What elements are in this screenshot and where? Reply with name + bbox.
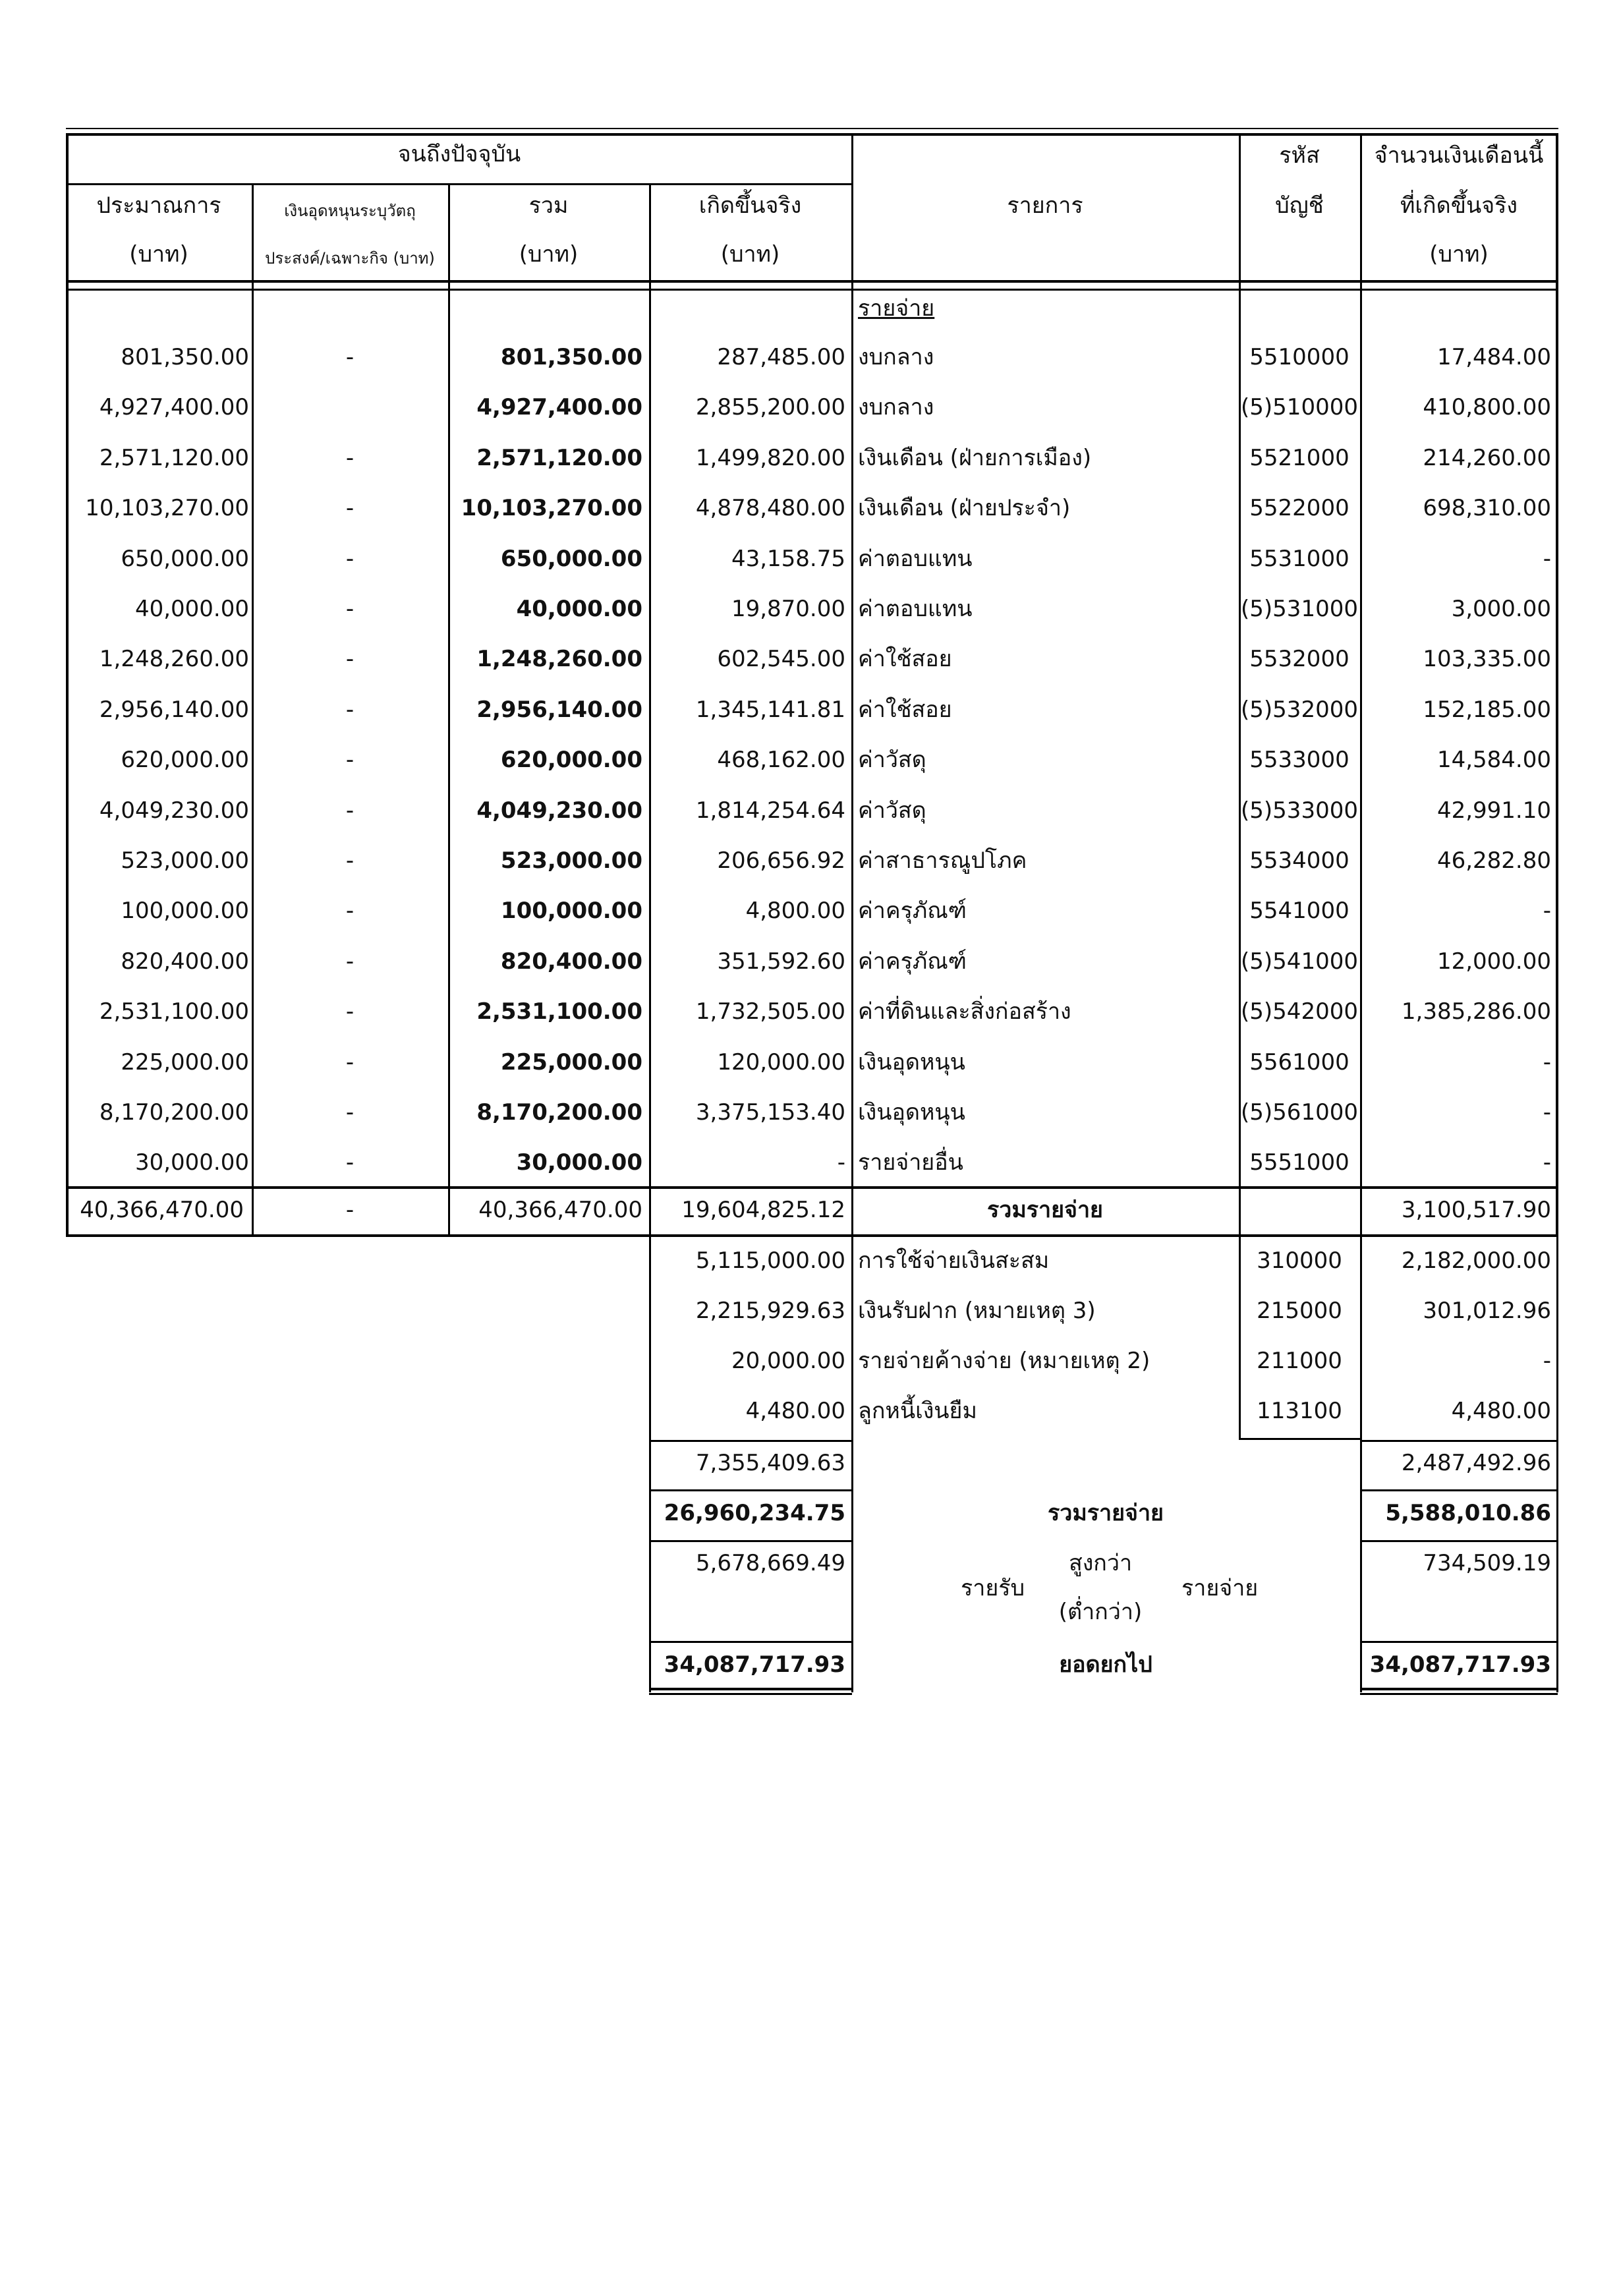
cell-item: การใช้จ่ายเงินสะสม [858, 1248, 1050, 1274]
cell-total: 100,000.00 [500, 898, 642, 924]
cell-estimate: 801,350.00 [121, 344, 249, 370]
cell-subsidy: - [345, 495, 355, 521]
cell-item: ค่าวัสดุ [858, 797, 926, 824]
cell-subsidy: - [345, 797, 355, 824]
cell-estimate: 1,248,260.00 [99, 646, 249, 672]
cell-actual: 351,592.60 [717, 948, 845, 975]
cell-estimate: 820,400.00 [121, 948, 249, 975]
header-bottom-rule [66, 280, 1558, 283]
header-subsidy-1: เงินอุดหนุนระบุวัตถุ [284, 202, 416, 220]
cell-code: (5)532000 [1241, 697, 1358, 723]
carry-bottom-rule [649, 1688, 852, 1690]
cell-code: (5)541000 [1241, 948, 1358, 975]
cell-code: 310000 [1257, 1248, 1342, 1274]
cell-actual: 206,656.92 [717, 847, 845, 874]
cell-month: 4,480.00 [1451, 1398, 1551, 1424]
cell-subsidy: - [345, 747, 355, 773]
cell-month: 103,335.00 [1423, 646, 1551, 672]
header-actual-1: เกิดขึ้นจริง [698, 192, 802, 219]
cell-estimate: 40,000.00 [134, 596, 249, 622]
cell-item: เงินเดือน (ฝ่ายประจำ) [858, 495, 1071, 521]
grand-month: 5,588,010.86 [1385, 1500, 1551, 1526]
cell-actual: 287,485.00 [717, 344, 845, 370]
cell-actual: 1,814,254.64 [695, 797, 845, 824]
diff-higher-label: สูงกว่า [1068, 1550, 1133, 1576]
cell-month: - [1543, 898, 1551, 924]
cell-month: - [1543, 546, 1551, 572]
cell-actual: 1,499,820.00 [695, 445, 845, 471]
month-right-border [1556, 1237, 1558, 1692]
header-code-2: บัญชี [1275, 192, 1324, 219]
cell-item: เงินอุดหนุน [858, 1049, 965, 1076]
top-rule [66, 128, 1558, 129]
header-subsidy-2: ประสงค์/เฉพาะกิจ (บาท) [265, 249, 435, 268]
total-total: 40,366,470.00 [478, 1197, 642, 1223]
cell-item: งบกลาง [858, 394, 934, 420]
cell-actual: 20,000.00 [731, 1348, 845, 1374]
cell-actual: 468,162.00 [717, 747, 845, 773]
cell-subsidy: - [345, 847, 355, 874]
cell-actual: 43,158.75 [731, 546, 845, 572]
cell-actual: 5,115,000.00 [695, 1248, 845, 1274]
cell-month: 301,012.96 [1423, 1298, 1551, 1324]
cell-estimate: 30,000.00 [134, 1149, 249, 1176]
section-label: รายจ่าย [858, 295, 935, 322]
grand-top-rule [649, 1489, 852, 1491]
carry-bottom-rule [649, 1693, 852, 1695]
diff-left-label: รายรับ [961, 1575, 1025, 1601]
cell-estimate: 620,000.00 [121, 747, 249, 773]
cell-subsidy: - [345, 998, 355, 1025]
cell-subsidy: - [345, 646, 355, 672]
header-estimate-1: ประมาณการ [96, 192, 221, 219]
cell-code: (5)561000 [1241, 1099, 1358, 1126]
cell-code: 211000 [1257, 1348, 1342, 1374]
carry-top-rule [1360, 1641, 1558, 1643]
cell-month: 12,000.00 [1436, 948, 1551, 975]
subtotal-top-rule [1360, 1440, 1558, 1442]
cell-code: 5551000 [1249, 1149, 1349, 1176]
cell-subsidy: - [345, 1099, 355, 1126]
cell-estimate: 8,170,200.00 [99, 1099, 249, 1126]
cell-total: 10,103,270.00 [461, 495, 642, 521]
cell-month: - [1543, 1149, 1551, 1176]
cell-actual: 4,480.00 [745, 1398, 845, 1424]
subtotal-top-rule [649, 1440, 852, 1442]
header-estimate-2: (บาท) [129, 241, 188, 268]
cell-code: 5541000 [1249, 898, 1349, 924]
cell-total: 40,000.00 [516, 596, 642, 622]
cell-estimate: 10,103,270.00 [85, 495, 249, 521]
cell-month: 17,484.00 [1436, 344, 1551, 370]
cell-actual: 1,732,505.00 [695, 998, 845, 1025]
cell-total: 225,000.00 [500, 1049, 642, 1076]
carry-bottom-rule [1360, 1688, 1558, 1690]
total-month: 3,100,517.90 [1401, 1197, 1551, 1223]
total-subsidy: - [345, 1197, 355, 1223]
diff-top-rule [649, 1540, 852, 1542]
header-month-2: ที่เกิดขึ้นจริง [1400, 192, 1518, 219]
cell-total: 801,350.00 [500, 344, 642, 370]
cell-estimate: 2,571,120.00 [99, 445, 249, 471]
cell-code: 113100 [1257, 1398, 1342, 1424]
cell-month: 3,000.00 [1451, 596, 1551, 622]
cell-actual: 4,800.00 [745, 898, 845, 924]
header-actual-2: (บาท) [720, 241, 780, 268]
cell-estimate: 2,956,140.00 [99, 697, 249, 723]
cell-subsidy: - [345, 546, 355, 572]
cell-actual: 3,375,153.40 [695, 1099, 845, 1126]
cell-month: - [1543, 1049, 1551, 1076]
cell-subsidy: - [345, 898, 355, 924]
grand-top-rule [1360, 1489, 1558, 1491]
cell-actual: 19,870.00 [731, 596, 845, 622]
cell-actual: 602,545.00 [717, 646, 845, 672]
cell-estimate: 100,000.00 [121, 898, 249, 924]
cell-item: ค่าตอบแทน [858, 546, 973, 572]
cell-subsidy: - [345, 445, 355, 471]
cell-estimate: 225,000.00 [121, 1049, 249, 1076]
cell-total: 4,049,230.00 [476, 797, 642, 824]
diff-lower-label: (ต่ำกว่า) [1058, 1599, 1143, 1625]
cell-month: 2,182,000.00 [1401, 1248, 1551, 1274]
header-item: รายการ [1007, 192, 1083, 219]
total-estimate: 40,366,470.00 [80, 1197, 244, 1223]
diff-actual: 5,678,669.49 [695, 1550, 845, 1576]
cell-month: 46,282.80 [1436, 847, 1551, 874]
cell-month: 152,185.00 [1423, 697, 1551, 723]
total-actual: 19,604,825.12 [681, 1197, 845, 1223]
header-code-1: รหัส [1279, 142, 1320, 169]
total-label: รวมรายจ่าย [987, 1197, 1103, 1223]
cell-month: 698,310.00 [1423, 495, 1551, 521]
cell-item: เงินรับฝาก (หมายเหตุ 3) [858, 1298, 1096, 1324]
cell-total: 523,000.00 [500, 847, 642, 874]
header-month-1: จำนวนเงินเดือนนี้ [1374, 142, 1544, 169]
cell-subsidy: - [345, 697, 355, 723]
total-top-rule [66, 1186, 1558, 1189]
cell-item: รายจ่ายค้างจ่าย (หมายเหตุ 2) [858, 1348, 1150, 1374]
cell-total: 2,956,140.00 [476, 697, 642, 723]
header-total-2: (บาท) [519, 241, 579, 268]
cell-code: 5531000 [1249, 546, 1349, 572]
carry-top-rule [649, 1641, 852, 1643]
cell-item: ลูกหนี้เงินยืม [858, 1398, 977, 1424]
cell-total: 4,927,400.00 [476, 394, 642, 420]
cell-item: ค่าวัสดุ [858, 747, 926, 773]
cell-subsidy: - [345, 596, 355, 622]
cell-item: รายจ่ายอื่น [858, 1149, 963, 1176]
cell-month: 1,385,286.00 [1401, 998, 1551, 1025]
lower-mid-border [851, 1237, 853, 1692]
cell-estimate: 4,049,230.00 [99, 797, 249, 824]
cell-subsidy: - [345, 1049, 355, 1076]
cell-month: - [1543, 1099, 1551, 1126]
cell-month: 14,584.00 [1436, 747, 1551, 773]
cell-code: 5532000 [1249, 646, 1349, 672]
cell-actual: 1,345,141.81 [695, 697, 845, 723]
cell-actual: 120,000.00 [717, 1049, 845, 1076]
cell-month: - [1543, 1348, 1551, 1374]
cell-estimate: 2,531,100.00 [99, 998, 249, 1025]
header-total-1: รวม [528, 192, 569, 219]
cell-item: เงินเดือน (ฝ่ายการเมือง) [858, 445, 1092, 471]
cell-estimate: 523,000.00 [121, 847, 249, 874]
cell-subsidy: - [345, 948, 355, 975]
header-bottom-rule [66, 289, 1558, 291]
diff-month: 734,509.19 [1423, 1550, 1551, 1576]
grand-actual: 26,960,234.75 [664, 1500, 845, 1526]
cell-item: ค่าตอบแทน [858, 596, 973, 622]
total-bottom-rule [66, 1234, 1558, 1237]
diff-top-rule [1360, 1540, 1558, 1542]
header-group-label: จนถึงปัจจุบัน [397, 141, 521, 167]
col-divider [851, 133, 853, 1237]
code-bottom-rule [1239, 1438, 1360, 1440]
cell-item: ค่าใช้สอย [858, 697, 952, 723]
cell-code: (5)542000 [1241, 998, 1358, 1025]
cell-code: 5521000 [1249, 445, 1349, 471]
cell-item: ค่าที่ดินและสิ่งก่อสร้าง [858, 998, 1071, 1025]
carry-month: 34,087,717.93 [1369, 1651, 1551, 1678]
cell-month: 410,800.00 [1423, 394, 1551, 420]
cell-code: 5510000 [1249, 344, 1349, 370]
cell-item: เงินอุดหนุน [858, 1099, 965, 1126]
diff-right-label: รายจ่าย [1181, 1575, 1259, 1601]
cell-item: ค่าสาธารณูปโภค [858, 847, 1027, 874]
cell-actual: 2,215,929.63 [695, 1298, 845, 1324]
header-sub-rule [66, 183, 853, 185]
cell-code: 5534000 [1249, 847, 1349, 874]
cell-subsidy: - [345, 1149, 355, 1176]
cell-item: ค่าครุภัณฑ์ [858, 898, 967, 924]
cell-estimate: 650,000.00 [121, 546, 249, 572]
cell-total: 30,000.00 [516, 1149, 642, 1176]
cell-month: 214,260.00 [1423, 445, 1551, 471]
cell-code: 5522000 [1249, 495, 1349, 521]
cell-item: ค่าครุภัณฑ์ [858, 948, 967, 975]
subtotal-month: 2,487,492.96 [1401, 1450, 1551, 1476]
cell-actual: - [837, 1149, 845, 1176]
cell-code: 215000 [1257, 1298, 1342, 1324]
cell-code: (5)533000 [1241, 797, 1358, 824]
cell-estimate: 4,927,400.00 [99, 394, 249, 420]
cell-total: 820,400.00 [500, 948, 642, 975]
cell-total: 1,248,260.00 [476, 646, 642, 672]
cell-subsidy: - [345, 344, 355, 370]
subtotal-actual: 7,355,409.63 [695, 1450, 845, 1476]
cell-code: (5)510000 [1241, 394, 1358, 420]
cell-code: 5561000 [1249, 1049, 1349, 1076]
cell-item: งบกลาง [858, 344, 934, 370]
cell-total: 2,571,120.00 [476, 445, 642, 471]
cell-actual: 2,855,200.00 [695, 394, 845, 420]
cell-total: 8,170,200.00 [476, 1099, 642, 1126]
cell-code: (5)531000 [1241, 596, 1358, 622]
cell-month: 42,991.10 [1436, 797, 1551, 824]
cell-code: 5533000 [1249, 747, 1349, 773]
carry-label: ยอดยกไป [1059, 1651, 1152, 1678]
cell-actual: 4,878,480.00 [695, 495, 845, 521]
cell-total: 2,531,100.00 [476, 998, 642, 1025]
cell-total: 650,000.00 [500, 546, 642, 572]
carry-actual: 34,087,717.93 [664, 1651, 845, 1678]
cell-total: 620,000.00 [500, 747, 642, 773]
cell-item: ค่าใช้สอย [858, 646, 952, 672]
grand-label: รวมรายจ่าย [1048, 1500, 1164, 1526]
carry-bottom-rule [1360, 1693, 1558, 1695]
header-month-3: (บาท) [1429, 241, 1489, 268]
